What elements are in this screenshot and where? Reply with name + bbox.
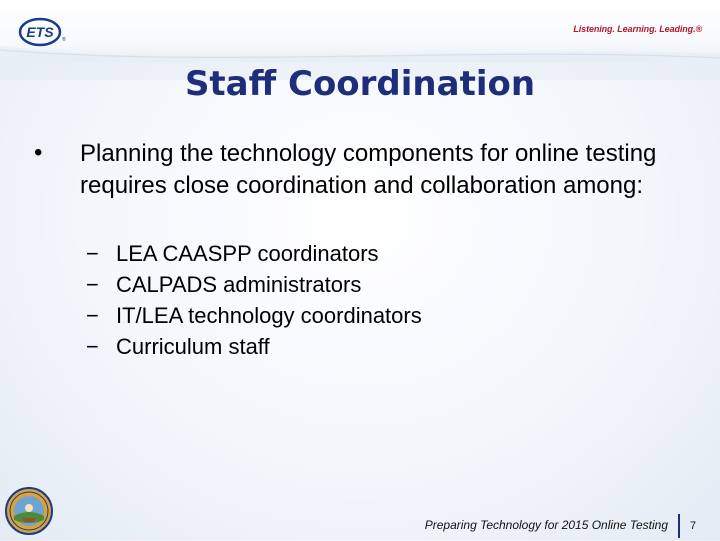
sub-marker: − (86, 272, 99, 297)
state-seal-icon (4, 486, 54, 536)
slide-title: Staff Coordination (184, 64, 536, 104)
sub-list-item (0, 269, 720, 300)
ets-logo-text: ETS (26, 24, 54, 40)
tagline: Listening. Learning. Leading.® (573, 24, 702, 34)
sub-marker: − (86, 241, 99, 266)
svg-text:®: ® (62, 37, 66, 43)
sub-list (0, 238, 720, 362)
sub-list-item (0, 331, 720, 362)
sub-list-item (0, 238, 720, 269)
ets-logo (19, 17, 65, 47)
page-number: 7 (690, 520, 697, 532)
sub-list-item (0, 300, 720, 331)
sub-marker: − (86, 334, 99, 359)
sub-item-text: CALPADS administrators (116, 272, 362, 297)
sub-marker: − (86, 303, 99, 328)
sub-item-text: IT/LEA technology coordinators (116, 303, 422, 328)
bullet-text: Planning the technology components for online testing requires close coordination and collaboration among: (80, 140, 657, 199)
footer-divider (678, 514, 680, 538)
sub-item-text: LEA CAASPP coordinators (116, 241, 379, 266)
footer-text: Preparing Technology for 2015 Online Testing (424, 518, 668, 532)
sub-item-text: Curriculum staff (116, 334, 270, 359)
bullet-marker: • (34, 139, 43, 166)
